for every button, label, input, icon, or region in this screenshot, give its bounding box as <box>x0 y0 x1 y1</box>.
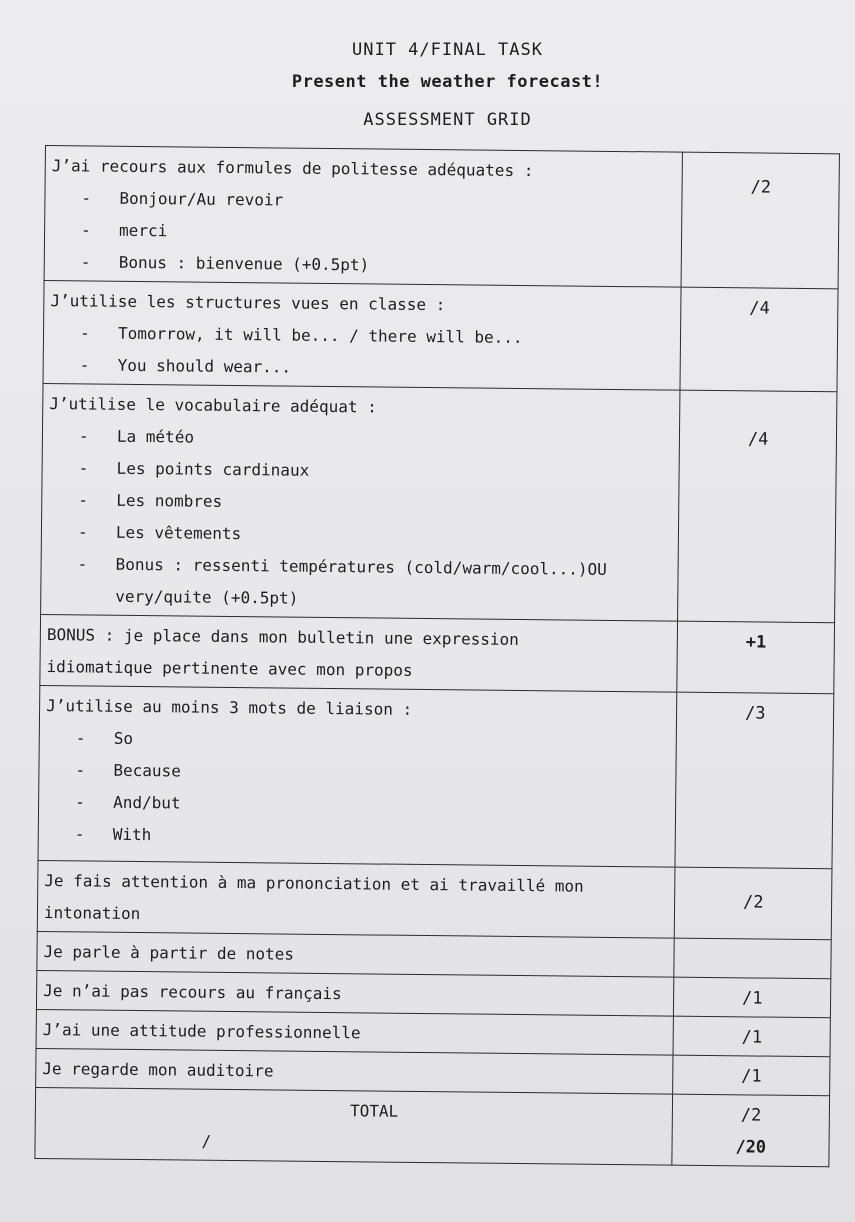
criterion-item: - Les points cardinaux <box>48 452 673 491</box>
criterion-title: BONUS : je place dans mon bulletin une expression <box>46 625 519 649</box>
criterion-item: - Bonus : bienvenue (+0.5pt) <box>51 246 676 285</box>
table-row <box>40 614 835 693</box>
grid-title: ASSESSMENT GRID <box>363 110 532 130</box>
assessment-grid <box>34 145 840 1167</box>
criterion-title: J’utilise le vocabulaire adéquat : <box>49 394 377 417</box>
score-value: /4 <box>749 298 770 319</box>
criterion-cell <box>37 931 675 977</box>
score-cell <box>677 621 834 694</box>
criterion-title: J’utilise au moins 3 mots de liaison : <box>46 696 413 719</box>
score-cell <box>673 1016 830 1057</box>
criterion-cell <box>36 1009 674 1055</box>
criterion-cell <box>41 383 681 621</box>
criterion-item: - Tomorrow, it will be... / there will be... <box>50 317 675 356</box>
score-value: /1 <box>741 1066 762 1087</box>
score-value: /3 <box>744 703 766 724</box>
criterion-item: - Bonus : ressenti températures (cold/warm/cool...)OU <box>47 548 672 587</box>
score-cell <box>678 390 837 623</box>
score-value: /2 <box>742 892 764 913</box>
total-score-cell <box>672 1094 829 1167</box>
unit-title: UNIT 4/FINAL TASK <box>352 40 543 60</box>
total-value: /20 <box>735 1137 767 1158</box>
table-row <box>44 146 839 289</box>
criterion-item: - And/but <box>45 786 670 825</box>
criterion-item: - merci <box>51 214 676 253</box>
table-row <box>43 280 838 391</box>
score-cell <box>675 692 833 869</box>
task-title: Present the weather forecast! <box>291 72 604 92</box>
criterion-item: - Les nombres <box>48 484 673 523</box>
criterion-title: Je fais attention à ma prononciation et ai travaillé mon <box>44 871 584 896</box>
criterion-item: - La météo <box>49 420 674 459</box>
score-cell <box>674 977 831 1018</box>
score-cell <box>674 938 831 979</box>
score-cell <box>680 287 838 392</box>
table-row <box>38 685 834 868</box>
score-value: /1 <box>741 988 763 1009</box>
criterion-item-continuation: very/quite (+0.5pt) <box>115 586 299 608</box>
total-cell <box>35 1087 673 1165</box>
total-label: TOTAL <box>349 1101 399 1121</box>
criterion-cell <box>44 146 683 288</box>
criterion-title-continuation: idiomatique pertinente avec mon propos <box>46 657 413 680</box>
criterion-item: - Bonjour/Au revoir <box>51 182 676 221</box>
criterion-title: J’ai une attitude professionnelle <box>42 1020 361 1043</box>
criterion-item: - With <box>45 818 670 857</box>
assessment-table <box>34 145 840 1167</box>
criterion-title: Je n’ai pas recours au français <box>43 981 342 1004</box>
score-value: /1 <box>741 1027 763 1048</box>
criterion-cell <box>38 685 677 867</box>
score-cell <box>675 867 832 940</box>
criterion-item: - You should wear... <box>50 349 675 388</box>
criterion-cell <box>36 970 674 1016</box>
criterion-cell <box>37 860 675 938</box>
score-value: /2 <box>750 177 772 198</box>
table-row <box>37 860 832 939</box>
criterion-item: - Because <box>45 754 670 793</box>
score-cell <box>681 152 839 289</box>
score-cell <box>673 1055 830 1096</box>
criterion-title: Je regarde mon auditoire <box>42 1059 274 1081</box>
pen-mark: / <box>201 1131 212 1151</box>
bonus-value: +1 <box>745 632 767 653</box>
criterion-cell <box>43 280 681 390</box>
criterion-title: Je parle à partir de notes <box>43 942 295 964</box>
score-value <box>681 943 825 945</box>
criterion-title: J’ai recours aux formules de politesse adéquates : <box>51 156 534 181</box>
table-row <box>41 383 837 622</box>
score-value: /4 <box>747 429 769 450</box>
criterion-title-continuation: intonation <box>43 903 141 924</box>
total-row <box>35 1087 830 1166</box>
criterion-item: - Les vêtements <box>48 516 673 555</box>
criterion-title: J’utilise les structures vues en classe : <box>50 291 446 315</box>
score-value: /2 <box>740 1105 762 1126</box>
criterion-cell <box>40 614 678 692</box>
criterion-item: - So <box>46 722 671 761</box>
criterion-cell <box>36 1048 674 1094</box>
